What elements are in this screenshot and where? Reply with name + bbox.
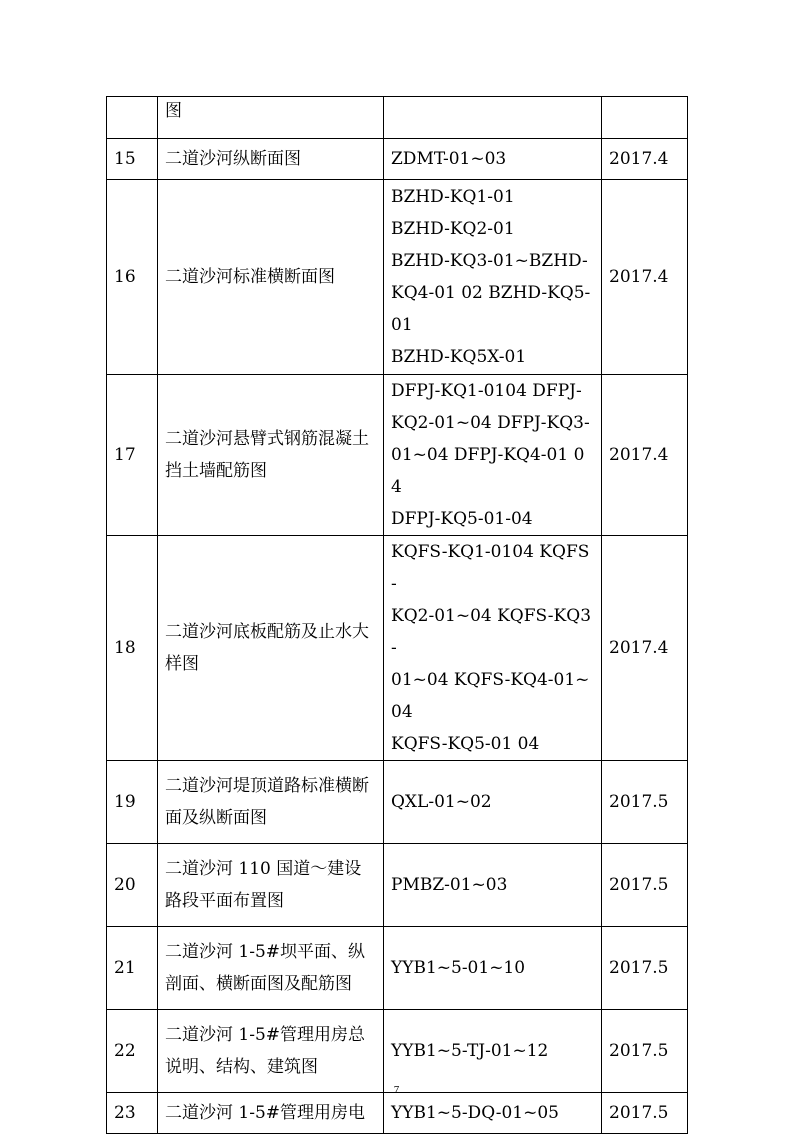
drawing-name-cell: 二道沙河 110 国道～建设路段平面布置图 bbox=[158, 844, 384, 927]
date-cell: 2017.4 bbox=[602, 536, 688, 761]
table-row bbox=[107, 97, 688, 139]
date-cell: 2017.4 bbox=[602, 180, 688, 375]
drawing-code-line: KQ2-01~04 KQFS-KQ3- bbox=[391, 606, 592, 658]
drawing-name-cell: 二道沙河悬臂式钢筋混凝土挡土墙配筋图 bbox=[158, 375, 384, 536]
row-number-cell bbox=[107, 97, 158, 139]
drawing-name-cell: 二道沙河 1-5#管理用房电 bbox=[158, 1093, 384, 1134]
drawing-code-cell bbox=[384, 536, 602, 761]
drawing-code-line: BZHD-KQ5X-01 bbox=[391, 347, 527, 367]
table-row bbox=[107, 844, 688, 927]
table-row bbox=[107, 927, 688, 1010]
table-row bbox=[107, 375, 688, 536]
row-number-cell: 17 bbox=[107, 375, 158, 536]
drawing-code-line: KQFS-KQ5-01 04 bbox=[391, 734, 540, 754]
drawing-code-cell: YYB1~5-DQ-01~05 bbox=[384, 1093, 602, 1134]
drawing-code-line: 01 bbox=[391, 315, 413, 335]
table-row bbox=[107, 761, 688, 844]
row-number-cell: 16 bbox=[107, 180, 158, 375]
date-cell: 2017.5 bbox=[602, 927, 688, 1010]
drawing-code-line: KQ4-01 02 BZHD-KQ5- bbox=[391, 283, 591, 303]
date-cell: 2017.4 bbox=[602, 139, 688, 180]
page-number: 7 bbox=[393, 1084, 400, 1096]
table-row bbox=[107, 1093, 688, 1134]
table-row bbox=[107, 536, 688, 761]
drawing-code-line: BZHD-KQ2-01 bbox=[391, 219, 515, 239]
date-cell: 2017.5 bbox=[602, 1010, 688, 1093]
drawing-name-cell: 二道沙河 1-5#坝平面、纵剖面、横断面图及配筋图 bbox=[158, 927, 384, 1010]
row-number-cell: 19 bbox=[107, 761, 158, 844]
date-cell: 2017.5 bbox=[602, 1093, 688, 1134]
drawing-code-line: KQ2-01~04 DFPJ-KQ3- bbox=[391, 413, 590, 433]
row-number-cell: 20 bbox=[107, 844, 158, 927]
drawing-code-line: BZHD-KQ1-01 bbox=[391, 187, 515, 207]
date-cell: 2017.4 bbox=[602, 375, 688, 536]
drawing-name-cell: 二道沙河 1-5#管理用房总说明、结构、建筑图 bbox=[158, 1010, 384, 1093]
row-number-cell: 23 bbox=[107, 1093, 158, 1134]
drawing-code-cell: PMBZ-01~03 bbox=[384, 844, 602, 927]
table-row bbox=[107, 180, 688, 375]
date-cell bbox=[602, 97, 688, 139]
drawing-name-cell: 二道沙河底板配筋及止水大样图 bbox=[158, 536, 384, 761]
date-cell: 2017.5 bbox=[602, 844, 688, 927]
drawing-code-line: KQFS-KQ1-0104 KQFS- bbox=[391, 542, 590, 594]
row-number-cell: 15 bbox=[107, 139, 158, 180]
drawing-code-cell bbox=[384, 375, 602, 536]
drawing-name-cell: 二道沙河堤顶道路标准横断面及纵断面图 bbox=[158, 761, 384, 844]
drawing-name-cell: 二道沙河纵断面图 bbox=[158, 139, 384, 180]
drawing-code-cell: YYB1~5-TJ-01~12 bbox=[384, 1010, 602, 1093]
drawing-code-cell: ZDMT-01~03 bbox=[384, 139, 602, 180]
drawing-list-table bbox=[106, 96, 688, 1134]
date-cell: 2017.5 bbox=[602, 761, 688, 844]
row-number-cell: 21 bbox=[107, 927, 158, 1010]
row-number-cell: 18 bbox=[107, 536, 158, 761]
table-row bbox=[107, 1010, 688, 1093]
table-row bbox=[107, 139, 688, 180]
drawing-code-cell bbox=[384, 97, 602, 139]
drawing-code-cell bbox=[384, 180, 602, 375]
drawing-code-line: BZHD-KQ3-01~BZHD- bbox=[391, 251, 588, 271]
drawing-name-cell: 图 bbox=[158, 97, 384, 139]
drawing-code-cell: YYB1~5-01~10 bbox=[384, 927, 602, 1010]
drawing-code-line: DFPJ-KQ5-01-04 bbox=[391, 509, 533, 529]
drawing-code-line: DFPJ-KQ1-0104 DFPJ- bbox=[391, 381, 582, 401]
drawing-code-cell: QXL-01~02 bbox=[384, 761, 602, 844]
drawing-name-cell: 二道沙河标准横断面图 bbox=[158, 180, 384, 375]
drawing-code-line: 01~04 KQFS-KQ4-01~04 bbox=[391, 670, 590, 722]
row-number-cell: 22 bbox=[107, 1010, 158, 1093]
drawing-code-line: 01~04 DFPJ-KQ4-01 04 bbox=[391, 445, 585, 497]
